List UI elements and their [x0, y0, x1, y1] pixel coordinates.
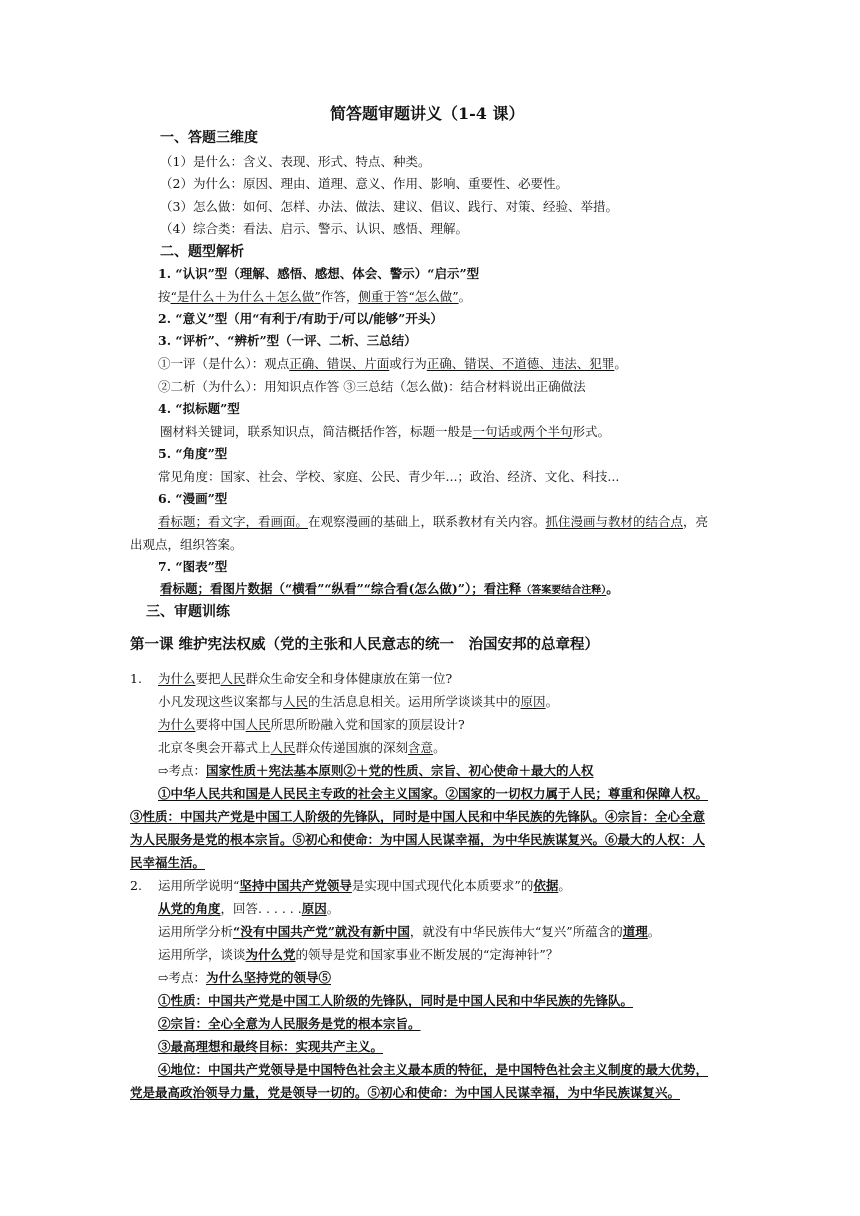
underlined-run: 为什么坚持党的领导⑤: [205, 970, 331, 985]
text-run: ⇨考点：: [158, 763, 206, 778]
underlined-run: ①中华人民共和国是人民民主专政的社会主义国家。②国家的一切权力属于人民；尊重和保障人权。: [158, 786, 709, 801]
underlined-run: 抓住漫画与教材的结合点: [545, 514, 684, 529]
text-run: 。: [458, 289, 472, 304]
type-heading-6: 6. “漫画”型: [158, 491, 228, 506]
question-number: 1.: [130, 671, 142, 686]
text-run: 运用所学分析: [158, 924, 234, 939]
type-heading-4: 4. “拟标题”型: [158, 401, 240, 416]
text-run: 是实现中国式现代化本质要求”的: [351, 878, 534, 893]
underlined-run: 原因: [301, 901, 327, 916]
q2-answer-line-2: [158, 1016, 421, 1032]
q2-line-4: [158, 947, 558, 963]
text-run: 按: [158, 289, 171, 304]
type-heading-2: 2. “意义”型（用“有利于/有助于/可以/能够”开头）: [158, 311, 443, 326]
section-heading-dimensions: 一、答题三维度: [160, 130, 258, 146]
q2-answer-line-3: [158, 1039, 383, 1055]
text-run: 北京冬奥会开幕式上: [158, 740, 271, 755]
text-run: ，回答. . . . . .: [220, 901, 302, 916]
type-7-text: [160, 581, 619, 599]
underlined-run: 侧重于答“怎么做”: [358, 289, 459, 304]
underlined-run: 人民: [283, 694, 309, 709]
text-run: 作答，: [320, 289, 359, 304]
underlined-run: ③最高理想和最终目标：实现共产主义。: [158, 1039, 384, 1054]
text-run: 所思所盼融入党和国家的顶层设计?: [270, 717, 465, 732]
q2-line-2: [158, 901, 339, 917]
underlined-run: 民幸福生活。: [130, 855, 206, 870]
underlined-run: 从党的角度: [158, 901, 221, 916]
dimension-line-3: （3）怎么做：如何、怎样、办法、做法、建议、倡议、践行、对策、经验、举措。: [160, 199, 618, 214]
underlined-run: ④地位：中国共产党领导是中国特色社会主义最本质的特征，是中国特色社会主义制度的最大优势，: [158, 1062, 709, 1077]
underlined-run: ②宗旨：全心全意为人民服务是党的根本宗旨。: [158, 1016, 421, 1031]
type-4-text: [160, 424, 610, 440]
underlined-run: ①性质：中国共产党是中国工人阶级的先锋队，同时是中国人民和中华民族的先锋队。: [158, 993, 634, 1008]
section-heading-training: 三、审题训练: [146, 604, 230, 620]
text-run: 群众传递国旗的深刻: [295, 740, 409, 755]
question-number: 2.: [130, 878, 142, 893]
underlined-run: 人民: [220, 671, 246, 686]
text-run: 。: [326, 901, 340, 916]
underlined-run: “是什么＋为什么＋怎么做”: [170, 289, 321, 304]
q1-line-2: [158, 694, 558, 710]
q1-key-points: [158, 763, 594, 779]
dimension-line-2: （2）为什么：原因、理由、道理、意义、作用、影响、重要性、必要性。: [160, 176, 568, 191]
underlined-run: 国家性质＋宪法基本原则②＋党的性质、宗旨、初心使命＋最大的人权: [205, 763, 594, 778]
q2-line-3: [158, 924, 660, 940]
type-3-text-1: [158, 356, 627, 372]
underlined-run: 看标题；看文字，看画面。: [158, 514, 309, 529]
q2-answer-line-5: [130, 1085, 680, 1101]
text-run: 圈材料关键词，联系知识点，简洁概括作答，标题一般是: [160, 424, 473, 439]
text-run: 或行为: [389, 356, 427, 371]
underlined-run: 道理: [622, 924, 648, 939]
text-run: 。: [558, 878, 571, 893]
type-heading-1: 1. “认识”型（理解、感悟、感想、体会、警示）“启示”型: [158, 266, 480, 281]
q1-answer-line-4: [130, 855, 205, 871]
q2-line-1: [158, 878, 571, 894]
text-run: 的领导是党和国家事业不断发展的“定海神针”？: [295, 947, 559, 962]
text-run: 。: [545, 694, 559, 709]
type-5-text: 常见角度：国家、社会、学校、家庭、公民、青少年...；政治、经济、文化、科技...: [158, 469, 620, 484]
underlined-run: 正确、错误、不道德、违法、犯罪: [426, 356, 615, 371]
text-run: 。: [606, 581, 619, 596]
q1-line-4: [158, 740, 446, 756]
type-heading-7: 7. “图表”型: [158, 559, 228, 574]
underlined-run: ③性质：中国共产党是中国工人阶级的先锋队，同时是中国人民和中华民族的先锋队。④宗旨：全心全意: [130, 809, 706, 824]
text-run: ①一评（是什么）：观点: [158, 356, 290, 371]
underlined-run: 为人民服务是党的根本宗旨。⑤初心和使命：为中国人民谋幸福，为中华民族谋复兴。⑥最大的人权：人: [130, 832, 706, 847]
text-run: ⇨考点：: [158, 970, 206, 985]
underlined-run: 一句话或两个半句: [472, 424, 573, 439]
underlined-run: 人民: [245, 717, 271, 732]
text-run: 要把: [195, 671, 221, 686]
type-3-text-2: ②二析（为什么）：用知识点作答 ③三总结（怎么做)：结合材料说出正确做法: [158, 379, 586, 394]
section-heading-types: 二、题型解析: [160, 244, 244, 260]
q1-answer-line-2: [130, 809, 705, 825]
type-heading-3: 3. “评析”、“辨析”型（一评、二析、三总结）: [158, 333, 417, 348]
text-run: 。: [647, 924, 661, 939]
text-run: 。: [433, 740, 446, 755]
q2-answer-line-1: [158, 993, 633, 1009]
type-6-text-1: [158, 514, 708, 530]
underlined-run: 党是最高政治领导力量，党是领导一切的。⑤初心和使命：为中国人民谋幸福，为中华民族谋复兴。: [130, 1085, 681, 1100]
q1-answer-line-1: [158, 786, 708, 802]
text-run: 运用所学，谈谈: [158, 947, 246, 962]
underlined-run: 为什么党: [245, 947, 296, 962]
type-1-text: [158, 289, 471, 305]
text-run: 运用所学说明“: [158, 878, 240, 893]
text-run: 形式。: [572, 424, 611, 439]
underlined-run: 坚持中国共产党领导: [239, 878, 352, 893]
type-6-text-2: 出观点，组织答案。: [130, 537, 243, 552]
underlined-run: （答案要结合注释）: [521, 585, 607, 596]
text-run: 要将中国: [195, 717, 246, 732]
underlined-run: 原因: [520, 694, 546, 709]
lesson-heading: 第一课 维护宪法权威（党的主张和人民意志的统一 治国安邦的总章程）: [130, 637, 600, 653]
underlined-run: 为什么: [158, 671, 196, 686]
type-heading-5: 5. “角度”型: [158, 446, 228, 461]
q1-answer-line-3: [130, 832, 705, 848]
text-run: 的生活息息相关。运用所学谈谈其中的: [308, 694, 521, 709]
underlined-run: 为什么: [158, 717, 196, 732]
q1-line-1: [158, 671, 452, 687]
dimension-line-4: （4）综合类：看法、启示、警示、认识、感悟、理解。: [160, 221, 468, 236]
page-title: 简答题审题讲义（1-4 课）: [330, 104, 525, 123]
text-run: 群众生命安全和身体健康放在第一位?: [245, 671, 453, 686]
q2-answer-line-4: [158, 1062, 708, 1078]
text-run: 。: [614, 356, 627, 371]
underlined-run: “没有中国共产党”就没有新中国: [233, 924, 410, 939]
underlined-run: 看标题；看图片数据（“横看”“纵看”“综合看(怎么做)”）；看注释: [160, 581, 522, 596]
underlined-run: 正确、错误、片面: [289, 356, 390, 371]
underlined-run: 人民: [270, 740, 296, 755]
q2-key-points: [158, 970, 331, 986]
text-run: 在观察漫画的基础上，联系教材有关内容。: [308, 514, 546, 529]
text-run: ，就没有中华民族伟大“复兴”所蕴含的: [409, 924, 623, 939]
text-run: 小凡发现这些议案都与: [158, 694, 284, 709]
q1-line-3: [158, 717, 465, 733]
underlined-run: 含意: [408, 740, 434, 755]
underlined-run: 依据: [533, 878, 559, 893]
text-run: ，亮: [683, 514, 709, 529]
dimension-line-1: （1）是什么：含义、表现、形式、特点、种类。: [160, 154, 431, 169]
